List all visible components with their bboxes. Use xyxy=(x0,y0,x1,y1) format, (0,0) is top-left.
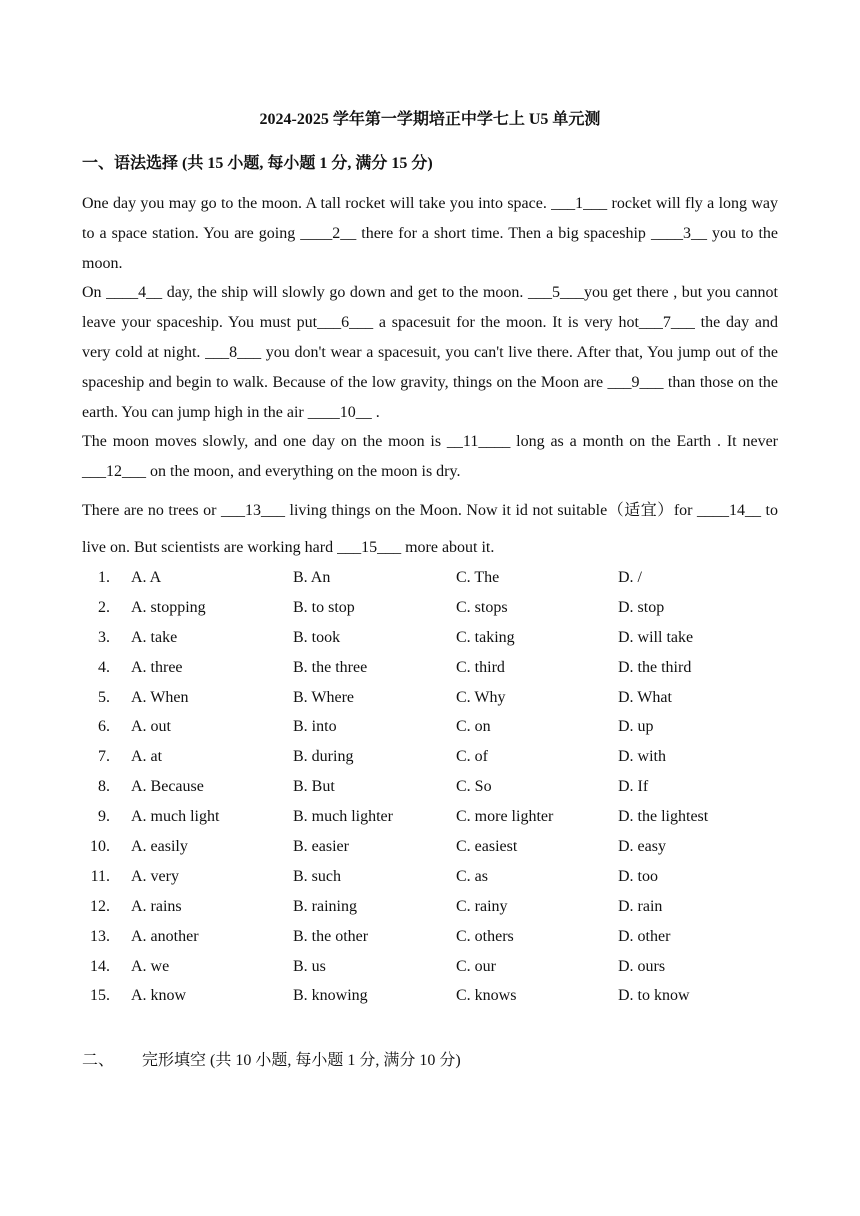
option-d: D. rain xyxy=(618,897,663,915)
question-number: 5. xyxy=(98,688,110,706)
option-d: D. ours xyxy=(618,957,666,975)
question-option-row xyxy=(82,563,782,593)
option-c: C. others xyxy=(456,927,514,945)
passage-paragraph-4: There are no trees or ___13___ living things on the Moon. Now it id not suitable（适宜）for ____14__ to live on. But scientists are working hard ___15___ more about it. xyxy=(82,501,778,556)
question-number: 13. xyxy=(90,927,110,945)
option-d: D. What xyxy=(618,688,672,706)
option-d: D. the third xyxy=(618,658,692,676)
option-c: C. knows xyxy=(456,987,517,1005)
question-option-row xyxy=(82,683,782,713)
option-c: C. stops xyxy=(456,598,508,616)
option-a: A. A xyxy=(131,569,162,586)
question-number: 2. xyxy=(98,598,110,616)
question-number: 9. xyxy=(98,808,110,826)
question-option-row xyxy=(82,653,782,683)
option-d: D. If xyxy=(618,778,649,796)
question-option-row xyxy=(82,623,782,653)
question-option-row xyxy=(82,712,782,742)
option-b: B. the three xyxy=(293,658,368,676)
option-b: B. raining xyxy=(293,897,357,915)
option-a: A. another xyxy=(131,927,199,945)
reading-passage xyxy=(82,189,778,566)
question-option-row xyxy=(82,922,782,952)
option-c: C. Why xyxy=(456,688,506,706)
option-a: A. very xyxy=(131,867,179,885)
question-number: 7. xyxy=(98,748,110,766)
question-option-row xyxy=(82,892,782,922)
option-c: C. rainy xyxy=(456,897,508,915)
option-d: D. the lightest xyxy=(618,808,709,826)
option-a: A. When xyxy=(131,688,189,706)
option-b: B. such xyxy=(293,867,341,885)
option-b: B. into xyxy=(293,718,337,736)
question-number: 8. xyxy=(98,778,110,796)
option-b: B. easier xyxy=(293,838,349,856)
option-d: D. to know xyxy=(618,987,690,1005)
option-c: C. more lighter xyxy=(456,808,554,826)
option-a: A. at xyxy=(131,748,163,766)
option-c: C. our xyxy=(456,957,496,975)
option-a: A. easily xyxy=(131,838,188,856)
section-2-title: 完形填空 (共 10 小题, 每小题 1 分, 满分 10 分) xyxy=(142,1052,461,1069)
option-b: B. Where xyxy=(293,688,355,706)
question-number: 10. xyxy=(90,838,110,856)
question-option-row xyxy=(82,742,782,772)
option-b: B. during xyxy=(293,748,354,766)
option-b: B. An xyxy=(293,569,331,586)
section-1-heading: 一、语法选择 (共 15 小题, 每小题 1 分, 满分 15 分) xyxy=(82,155,433,172)
option-b: B. took xyxy=(293,628,341,646)
option-d: D. will take xyxy=(618,628,694,646)
option-d: D. easy xyxy=(618,838,666,856)
question-option-row xyxy=(82,593,782,623)
document-title: 2024-2025 学年第一学期培正中学七上 U5 单元测 xyxy=(259,111,601,128)
option-d: D. / xyxy=(618,569,642,586)
section-2-number: 二、 xyxy=(82,1052,115,1069)
option-c: C. of xyxy=(456,748,488,766)
option-a: A. we xyxy=(131,957,170,975)
question-option-row xyxy=(82,772,782,802)
option-c: C. as xyxy=(456,867,488,885)
option-d: D. with xyxy=(618,748,666,766)
option-b: B. knowing xyxy=(293,987,368,1005)
question-option-row xyxy=(82,981,782,1011)
question-option-row xyxy=(82,862,782,892)
option-d: D. stop xyxy=(618,598,665,616)
question-number: 3. xyxy=(98,628,110,646)
question-number: 12. xyxy=(90,897,110,915)
option-b: B. to stop xyxy=(293,598,355,616)
option-a: A. much light xyxy=(131,808,220,826)
option-b: B. But xyxy=(293,778,335,796)
option-a: A. Because xyxy=(131,778,204,796)
option-d: D. up xyxy=(618,718,654,736)
option-a: A. out xyxy=(131,718,171,736)
option-c: C. The xyxy=(456,569,500,586)
option-c: C. So xyxy=(456,778,492,796)
option-a: A. take xyxy=(131,628,178,646)
passage-paragraph-1: One day you may go to the moon. A tall rocket will take you into space. ___1___ rocket will fly a long way to a space station. You are going ____2__ there for a short time. Then a big spaceship ____3__ you to the moon. xyxy=(82,195,778,272)
option-a: A. stopping xyxy=(131,598,206,616)
answer-options-list xyxy=(82,563,782,1011)
option-c: C. third xyxy=(456,658,505,676)
option-d: D. too xyxy=(618,867,658,885)
question-number: 15. xyxy=(90,987,110,1005)
question-option-row xyxy=(82,952,782,982)
option-a: A. three xyxy=(131,658,183,676)
passage-paragraph-3: The moon moves slowly, and one day on the moon is __11____ long as a month on the Earth . It never ___12___ on the moon, and everything on the moon is dry. xyxy=(82,433,778,481)
question-option-row xyxy=(82,802,782,832)
option-b: B. the other xyxy=(293,927,369,945)
option-c: C. on xyxy=(456,718,491,736)
section-2-heading xyxy=(82,1050,461,1072)
option-a: A. rains xyxy=(131,897,182,915)
question-number: 14. xyxy=(90,957,110,975)
question-number: 1. xyxy=(98,569,110,586)
option-b: B. us xyxy=(293,957,326,975)
passage-paragraph-2: On ____4__ day, the ship will slowly go down and get to the moon. ___5___you get there , but you cannot leave your spaceship. You must put___6___ a spacesuit for the moon. It is very hot___7___ the day and very cold at night. ___8___ you don't wear a spacesuit, you can't live there. After that, You jump out of the spaceship and begin to walk. Because of the low gravity, things on the Moon are ___9___ than those on the earth. You can jump high in the air ____10__ . xyxy=(82,284,778,421)
option-d: D. other xyxy=(618,927,671,945)
option-b: B. much lighter xyxy=(293,808,393,826)
option-a: A. know xyxy=(131,987,187,1005)
option-c: C. easiest xyxy=(456,838,518,856)
question-number: 6. xyxy=(98,718,110,736)
question-number: 4. xyxy=(98,658,110,676)
question-option-row xyxy=(82,832,782,862)
question-number: 11. xyxy=(90,867,110,885)
option-c: C. taking xyxy=(456,628,515,646)
